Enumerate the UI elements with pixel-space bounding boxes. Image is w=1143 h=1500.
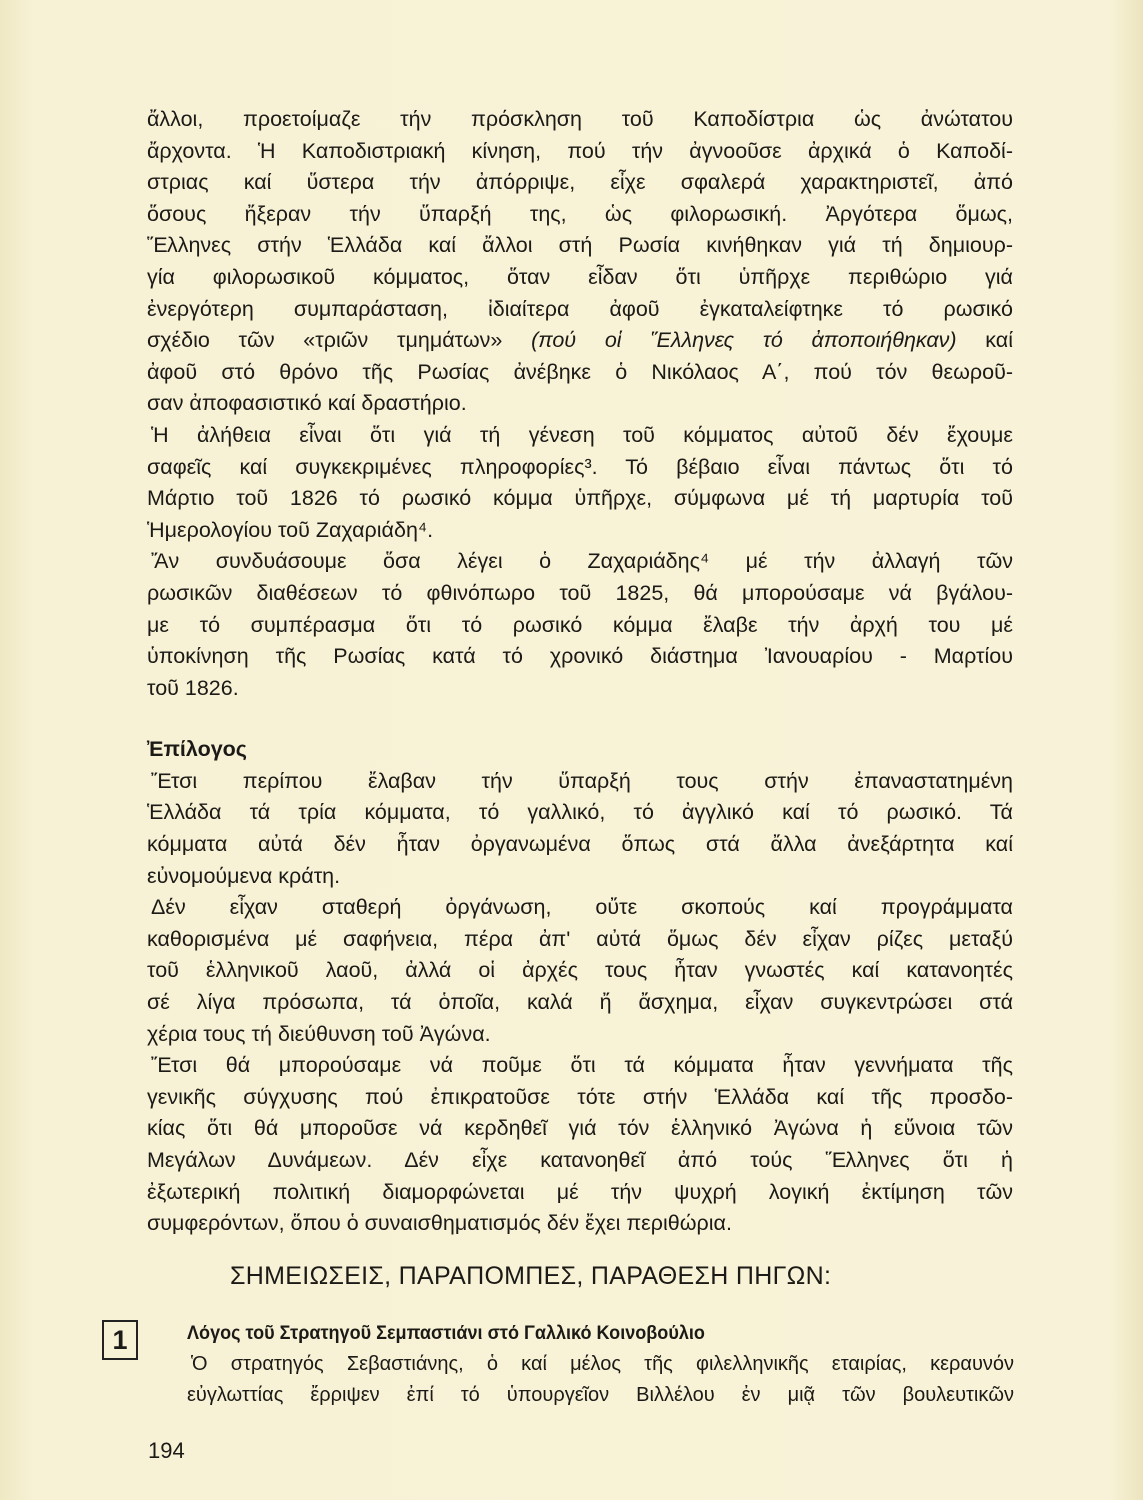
text-line: ρωσικῶν διαθέσεων τό φθινόπωρο τοῦ 1825, θά μπορούσαμε νά βγάλου- xyxy=(147,580,1013,605)
text-line: με τό συμπέρασμα ὅτι τό ρωσικό κόμμα ἔλαβε τήν ἀρχή του μέ xyxy=(147,612,1013,637)
note-number-box: 1 xyxy=(102,1320,138,1360)
text-line: συμφερόντων, ὅπου ὁ συναισθηματισμός δέν ἔχει περιθώρια. xyxy=(147,1211,732,1236)
text-line: χέρια τους τή διεύθυνση τοῦ Ἀγώνα. xyxy=(147,1021,491,1046)
text-line: σέ λίγα πρόσωπα, τά ὁποῖα, καλά ἤ ἄσχημα, εἶχαν συγκεντρώσει στά xyxy=(147,990,1013,1015)
text-line: σχέδιο τῶν «τριῶν τμημάτων» (πού οἱ Ἕλληνες τό ἀποποιήθηκαν) καί xyxy=(147,328,1013,353)
text-line: εὐνομούμενα κράτη. xyxy=(147,863,341,888)
section-heading: Ἐπίλογος xyxy=(147,737,247,762)
text-line: ἄλλοι, προετοίμαζε τήν πρόσκληση τοῦ Καποδίστρια ὡς ἀνώτατου xyxy=(147,107,1013,131)
text-line: εὐγλωττίας ἔρριψεν ἐπί τό ὑπουργεῖον Βιλλέλου ἐν μιᾷ τῶν βουλευτικῶν xyxy=(187,1384,1014,1406)
text-line: γενικῆς σύγχυσης πού ἐπικρατοῦσε τότε στήν Ἑλλάδα καί τῆς προσδο- xyxy=(147,1084,1013,1109)
text-line: Ἔτσι περίπου ἔλαβαν τήν ὕπαρξή τους στήν ἐπαναστατημένη xyxy=(151,768,1013,793)
epilogue-paragraph-3 xyxy=(147,1050,1013,1240)
text-line: ὅσους ἤξεραν τήν ὕπαρξή της, ὡς φιλορωσική. Ἀργότερα ὅμως, xyxy=(147,201,1013,226)
text-line: Δέν εἶχαν σταθερή ὀργάνωση, οὔτε σκοπούς καί προγράμματα xyxy=(151,895,1013,920)
text-line: κίας ὅτι θά μποροῦσε νά κερδηθεῖ γιά τόν ἑλληνικό Ἀγώνα ἡ εὔνοια τῶν xyxy=(147,1116,1013,1141)
text-line: τοῦ 1826. xyxy=(147,675,239,700)
paragraph-2 xyxy=(147,420,1013,546)
italic-phrase: (πού οἱ Ἕλληνες τό ἀποποιήθηκαν) xyxy=(531,328,957,353)
text-line: ἐξωτερική πολιτική διαμορφώνεται μέ τήν ψυχρή λογική ἐκτίμηση τῶν xyxy=(147,1179,1013,1204)
paragraph-3 xyxy=(147,546,1013,704)
main-text xyxy=(147,104,1013,1240)
text-line: ἀφοῦ στό θρόνο τῆς Ρωσίας ἀνέβηκε ὁ Νικόλαος Α΄, πού τόν θεωροῦ- xyxy=(147,359,1013,384)
text-line: Ἑλλάδα τά τρία κόμματα, τό γαλλικό, τό ἀγγλικό καί τό ρωσικό. Τά xyxy=(147,800,1013,825)
epilogue-paragraph-1 xyxy=(147,766,1013,892)
text-line: Μεγάλων Δυνάμεων. Δέν εἶχε κατανοηθεῖ ἀπό τούς Ἕλληνες ὅτι ἡ xyxy=(147,1148,1013,1172)
text-line: στριας καί ὕστερα τήν ἀπόρριψε, εἶχε σφαλερά χαρακτηριστεῖ, ἀπό xyxy=(147,170,1013,195)
text-line: ἐνεργότερη συμπαράσταση, ἰδιαίτερα ἀφοῦ ἐγκαταλείφτηκε τό ρωσικό xyxy=(147,296,1013,321)
note-1 xyxy=(187,1318,1014,1411)
text-line: σαν ἀποφασιστικό καί δραστήριο. xyxy=(147,391,467,416)
text-line: Ἡμερολογίου τοῦ Ζαχαριάδη⁴. xyxy=(147,517,434,542)
text-line: Ὁ στρατηγός Σεβαστιάνης, ὁ καί μέλος τῆς φιλελληνικῆς εταιρίας, κεραυνόν xyxy=(191,1353,1014,1375)
text-line: ὑποκίνηση τῆς Ρωσίας κατά τό χρονικό διάστημα Ἰανουαρίου - Μαρτίου xyxy=(147,644,1013,669)
text-line: Μάρτιο τοῦ 1826 τό ρωσικό κόμμα ὑπῆρχε, σύμφωνα μέ τή μαρτυρία τοῦ xyxy=(147,486,1013,511)
text-line: κόμματα αὐτά δέν ἦταν ὀργανωμένα ὅπως στά ἄλλα ἀνεξάρτητα καί xyxy=(147,832,1013,857)
text-line: Ἡ ἀλήθεια εἶναι ὅτι γιά τή γένεση τοῦ κόμματος αὐτοῦ δέν ἔχουμε xyxy=(151,422,1013,447)
notes-heading: ΣΗΜΕΙΩΣΕΙΣ, ΠΑΡΑΠΟΜΠΕΣ, ΠΑΡΑΘΕΣΗ ΠΗΓΩΝ: xyxy=(230,1262,832,1290)
text-line: γία φιλορωσικοῦ κόμματος, ὅταν εἶδαν ὅτι ὑπῆρχε περιθώριο γιά xyxy=(147,264,1013,289)
text-line: Ἕλληνες στήν Ἑλλάδα καί ἄλλοι στή Ρωσία κινήθηκαν γιά τή δημιουρ- xyxy=(147,233,1013,258)
text-line: Ἔτσι θά μπορούσαμε νά ποῦμε ὅτι τά κόμματα ἦταν γεννήματα τῆς xyxy=(151,1053,1013,1078)
text-line: σαφεῖς καί συγκεκριμένες πληροφορίες³. Τό βέβαιο εἶναι πάντως ὅτι τό xyxy=(147,454,1013,479)
text-line: τοῦ ἑλληνικοῦ λαοῦ, ἀλλά οἱ ἀρχές τους ἦταν γνωστές καί κατανοητές xyxy=(147,958,1013,983)
text-line: ἄρχοντα. Ἡ Καποδιστριακή κίνηση, πού τήν ἀγνοοῦσε ἀρχικά ὁ Καποδί- xyxy=(147,138,1013,163)
text-line: Ἄν συνδυάσουμε ὅσα λέγει ὁ Ζαχαριάδης⁴ μέ τήν ἀλλαγή τῶν xyxy=(151,549,1013,574)
text-line: καθορισμένα μέ σαφήνεια, πέρα ἀπ' αὐτά ὅμως δέν εἶχαν ρίζες μεταξύ xyxy=(147,926,1013,951)
note-title: Λόγος τοῦ Στρατηγοῦ Σεμπαστιάνι στό Γαλλικό Κοινοβούλιο xyxy=(187,1323,705,1344)
paragraph-1 xyxy=(147,104,1013,420)
epilogue-paragraph-2 xyxy=(147,892,1013,1050)
page-number: 194 xyxy=(148,1438,185,1463)
